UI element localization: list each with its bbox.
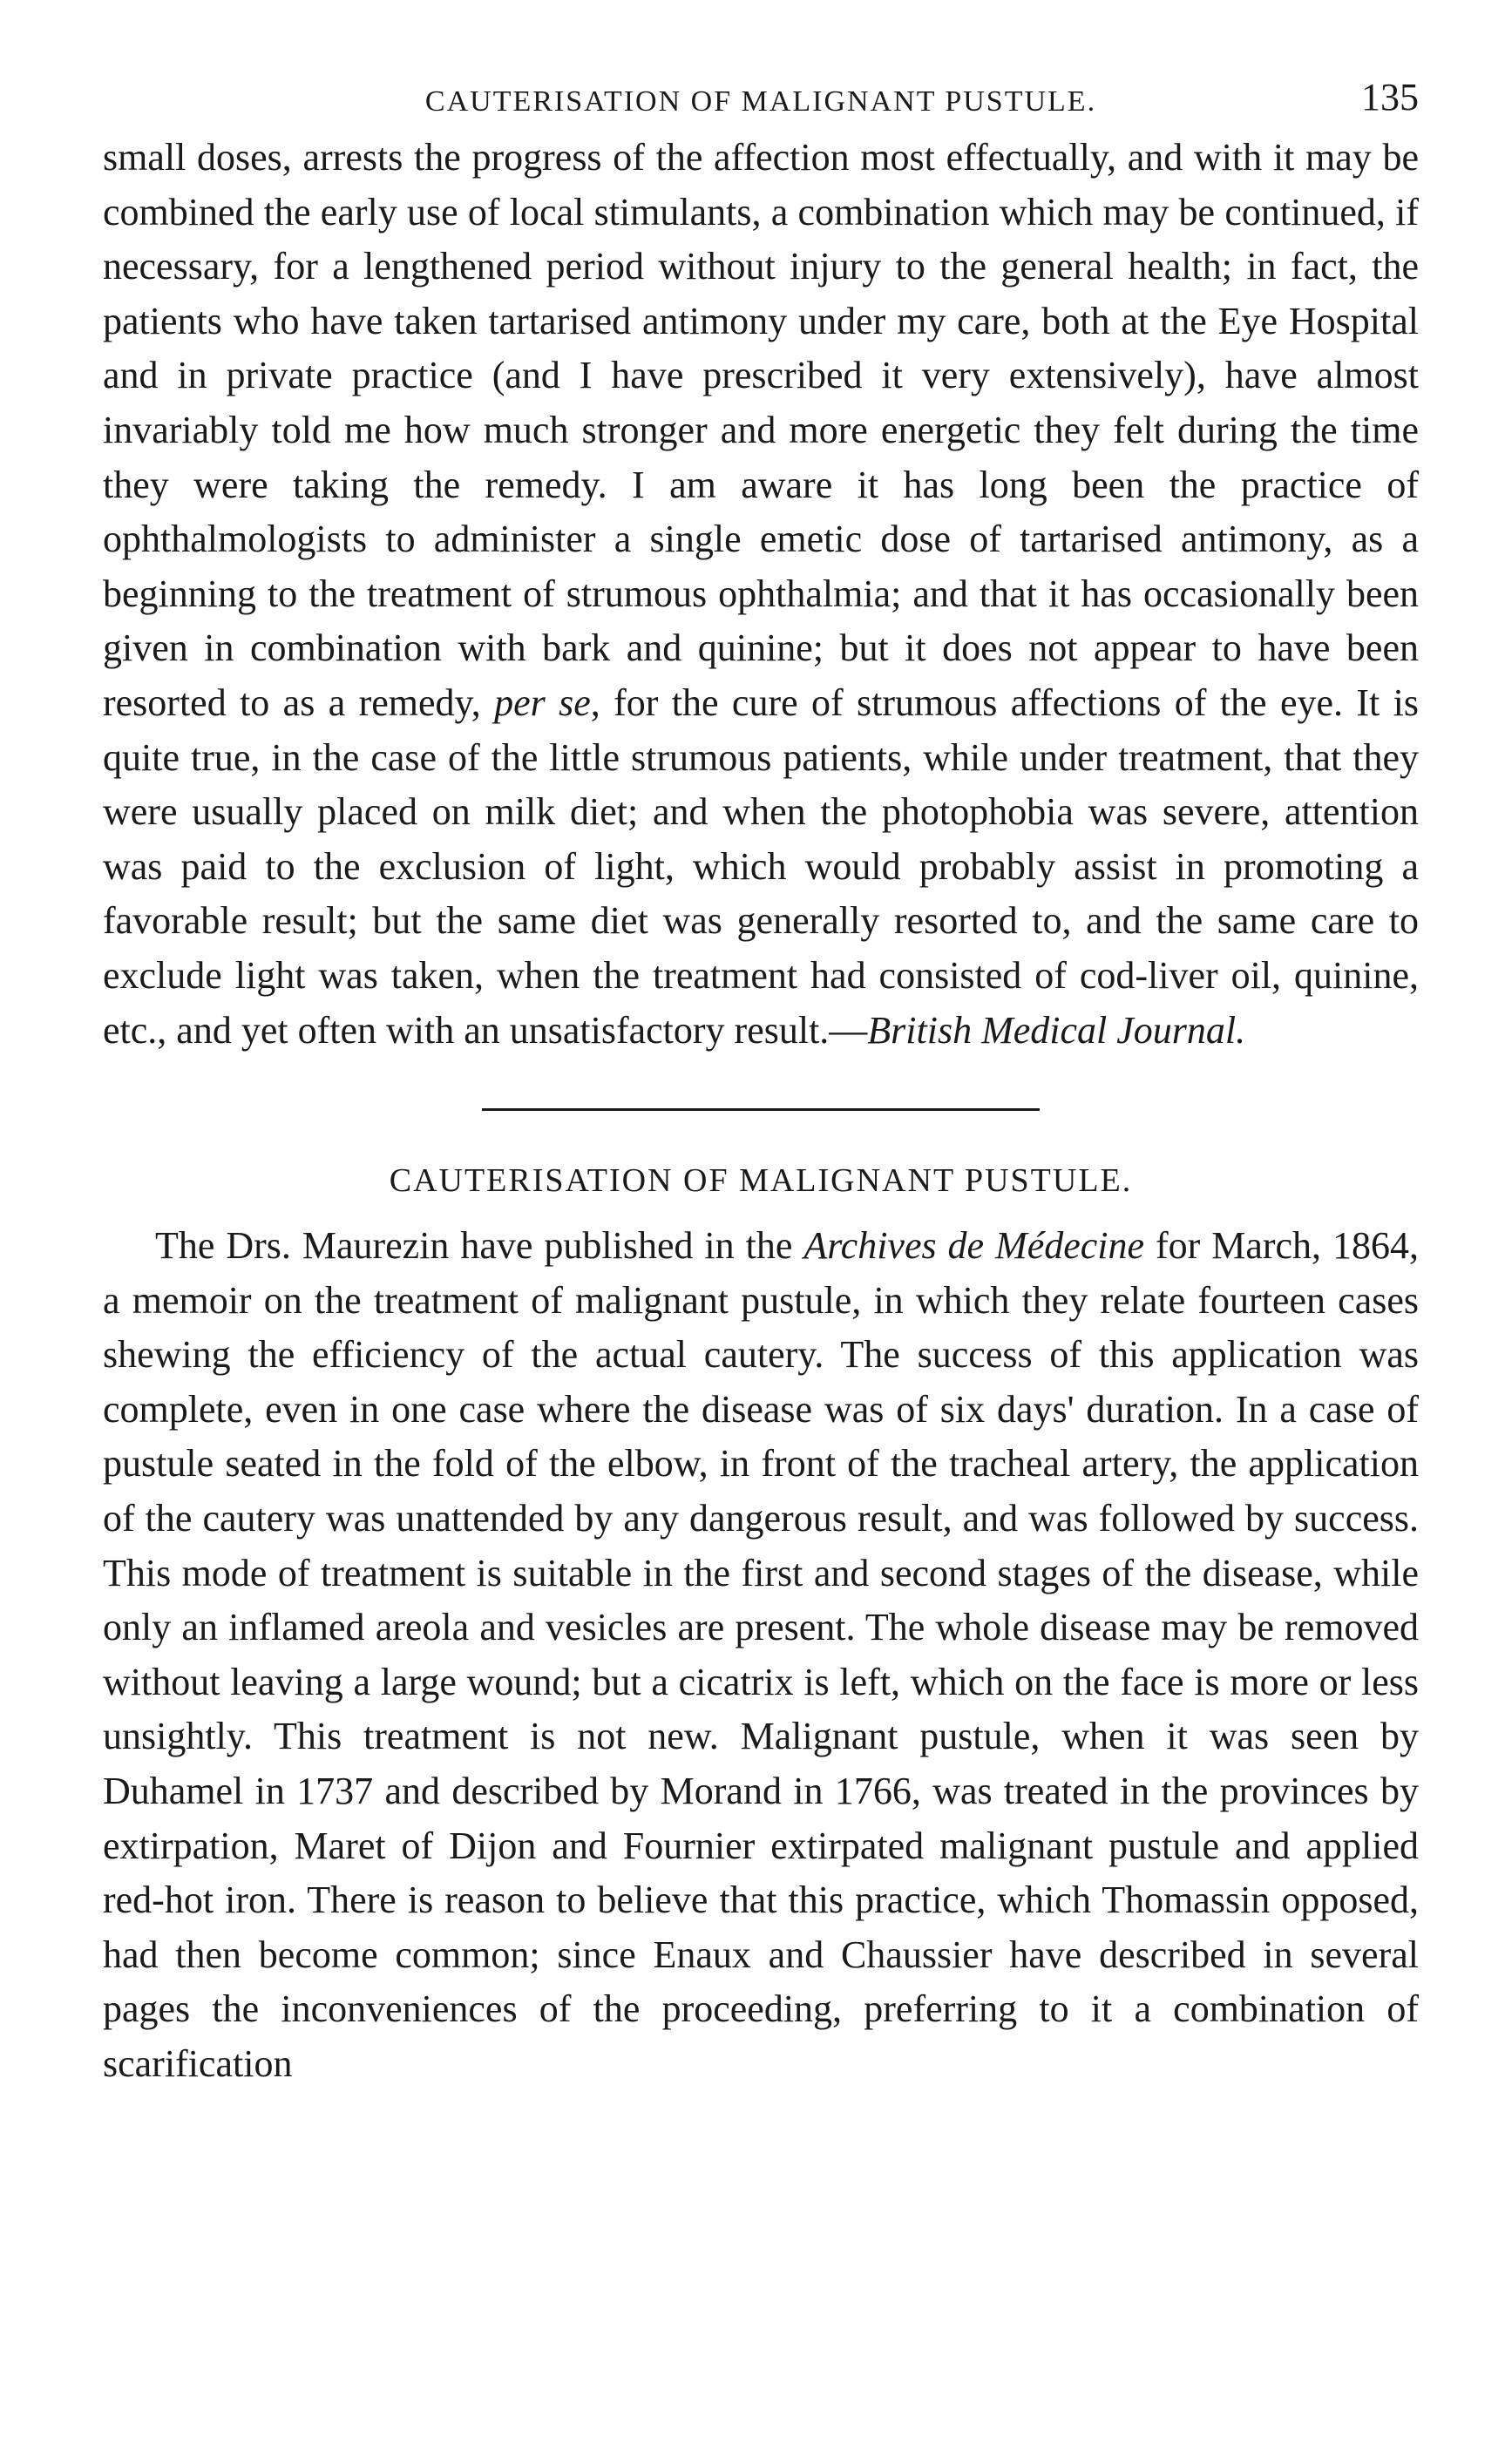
continued-text-part2: , for the cure of strumous affections of the eye. It is quite true, in the case of the little strumous patients, while under treatment, that they were usually placed on milk diet; and when the photophobia was severe, attention was paid to the exclusion of light, which would probably assist in promoting a favorable result; but the same diet was generally resorted to, and the same care to exclude light was taken, when the treatment had consisted of cod-liver oil, quinine, etc., and yet often with an unsatisfactory result.— — [103, 680, 1419, 1052]
section-body — [103, 1219, 1419, 2092]
section-paragraph — [103, 1219, 1419, 2092]
section-text-part1: The Drs. Maurezin have published in the — [155, 1224, 804, 1268]
section-heading: CAUTERISATION OF MALIGNANT PUSTULE. — [389, 1162, 1133, 1200]
section-italic-journal: Archives de Médecine — [803, 1224, 1145, 1268]
running-head — [103, 70, 1419, 131]
page — [103, 70, 1419, 2092]
continued-paragraph-text — [103, 131, 1419, 1058]
section-text-part2: for March, 1864, a memoir on the treatment of malignant pustule, in which they relate fourteen cases shewing the efficiency of the actual cautery. The success of this application was complete, even in one case where the disease was of six days' duration. In a case of pustule seated in the fold of the elbow, in front of the tracheal artery, the application of the cautery was unattended by any dangerous result, and was followed by success. This mode of treatment is suitable in the first and second stages of the disease, while only an inflamed areola and vesicles are present. The whole disease may be removed without leaving a large wound; but a cicatrix is left, which on the face is more or less unsightly. This treatment is not new. Malignant pustule, when it was seen by Duhamel in 1737 and described by Morand in 1766, was treated in the provinces by extirpation, Maret of Dijon and Fournier extirpated malignant pustule and applied red-hot iron. There is reason to believe that this practice, which Thomassin opposed, had then become common; since Enaux and Chaussier have described in several pages the inconveniences of the proceeding, preferring to it a combination of scarification — [103, 1224, 1420, 2085]
section-divider — [482, 1108, 1040, 1111]
continued-text-part1: small doses, arrests the progress of the affection most effectually, and with it may be combined the early use of local stimulants, a combination which may be continued, if necessary, for a lengthened period without injury to the general health; in fact, the patients who have taken tartarised antimony under my care, both at the Eye Hospital and in private practice (and I have prescribed it very extensively), have almost invariably told me how much stronger and more energetic they felt during the time they were taking the remedy. I am aware it has long been the practice of ophthalmologists to administer a single emetic dose of tartarised antimony, as a beginning to the treatment of strumous ophthalmia; and that it has occasionally been given in combination with bark and quinine; but it does not appear to have been resorted to as a remedy, — [103, 136, 1419, 724]
source-citation: British Medical Journal. — [867, 1008, 1246, 1052]
page-number: 135 — [1361, 76, 1419, 118]
running-head-title: CAUTERISATION OF MALIGNANT PUSTULE. — [424, 85, 1097, 118]
continued-italic-per-se: per se — [494, 680, 591, 724]
continued-paragraph — [103, 131, 1419, 1058]
